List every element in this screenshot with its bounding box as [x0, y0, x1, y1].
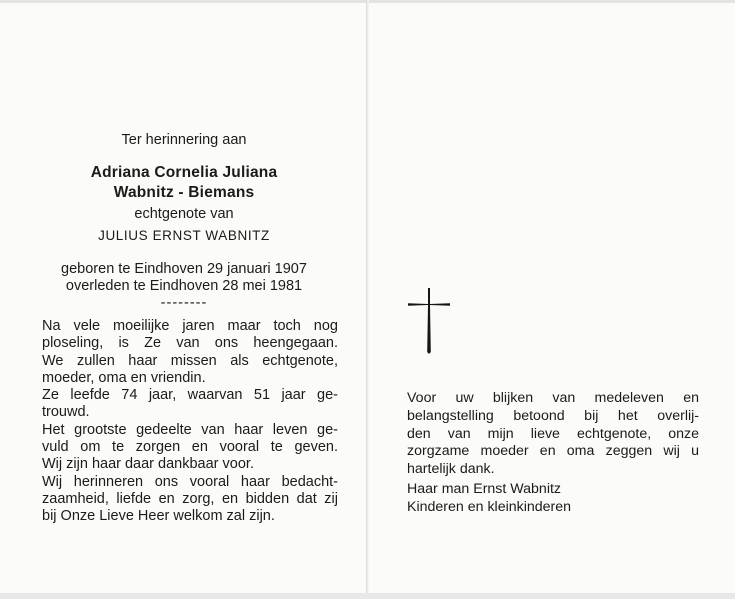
birth-line: geboren te Eindhoven 29 januari 1907: [61, 261, 307, 277]
thanks-line: den van mijn lieve echtgenote, onze: [407, 425, 699, 442]
latin-cross-icon: [408, 288, 450, 354]
memorial-text-line: trouwd.: [42, 404, 90, 421]
deceased-name-line1: Adriana Cornelia Juliana: [90, 164, 278, 181]
thanks-line: belangstelling betoond bij het overlij-: [407, 407, 699, 424]
memorial-text-line: moeder, oma en vriendin.: [42, 369, 206, 386]
separator-dashes: --------: [160, 295, 208, 311]
memorial-text-line: zaamheid, liefde en zorg, en bidden dat zij: [42, 490, 338, 507]
memorial-text: [42, 318, 338, 526]
thanks-text: [407, 390, 699, 517]
spouse-of-label: echtgenote van: [134, 206, 234, 222]
intro-text: Ter herinnering aan: [121, 132, 247, 148]
memorial-text-line: ploseling, is Ze van ons heengegaan.: [42, 335, 338, 352]
signature-line: Kinderen en kleinkinderen: [407, 498, 572, 515]
spouse-name: JULIUS ERNST WABNITZ: [98, 228, 270, 243]
thanks-line: hartelijk dank.: [407, 461, 495, 478]
death-line: overleden te Eindhoven 28 mei 1981: [65, 278, 303, 294]
memorial-text-line: vuld om te zorgen en vooral te geven.: [42, 439, 338, 456]
deceased-name-line2: Wabnitz - Biemans: [113, 184, 255, 201]
memorial-text-line: Wij herinneren ons vooral haar bedacht-: [42, 473, 338, 490]
memorial-text-line: We zullen haar missen als echtgenote,: [42, 352, 338, 369]
thanks-line: zorgzame moeder en oma zeggen wij u: [407, 443, 699, 460]
thanks-line: Voor uw blijken van medeleven en: [407, 390, 699, 406]
signature-line: Haar man Ernst Wabnitz: [407, 480, 562, 497]
memorial-text-line: Ze leefde 74 jaar, waarvan 51 jaar ge-: [42, 387, 338, 404]
memorial-text-line: Wij zijn haar daar dankbaar voor.: [42, 456, 254, 473]
memorial-text-line: bij Onze Lieve Heer welkom zal zijn.: [42, 508, 275, 525]
memorial-text-line: Na vele moeilijke jaren maar toch nog: [42, 318, 338, 334]
card-bottom-edge: [0, 593, 735, 599]
memorial-text-line: Het grootste gedeelte van haar leven ge-: [42, 421, 338, 438]
